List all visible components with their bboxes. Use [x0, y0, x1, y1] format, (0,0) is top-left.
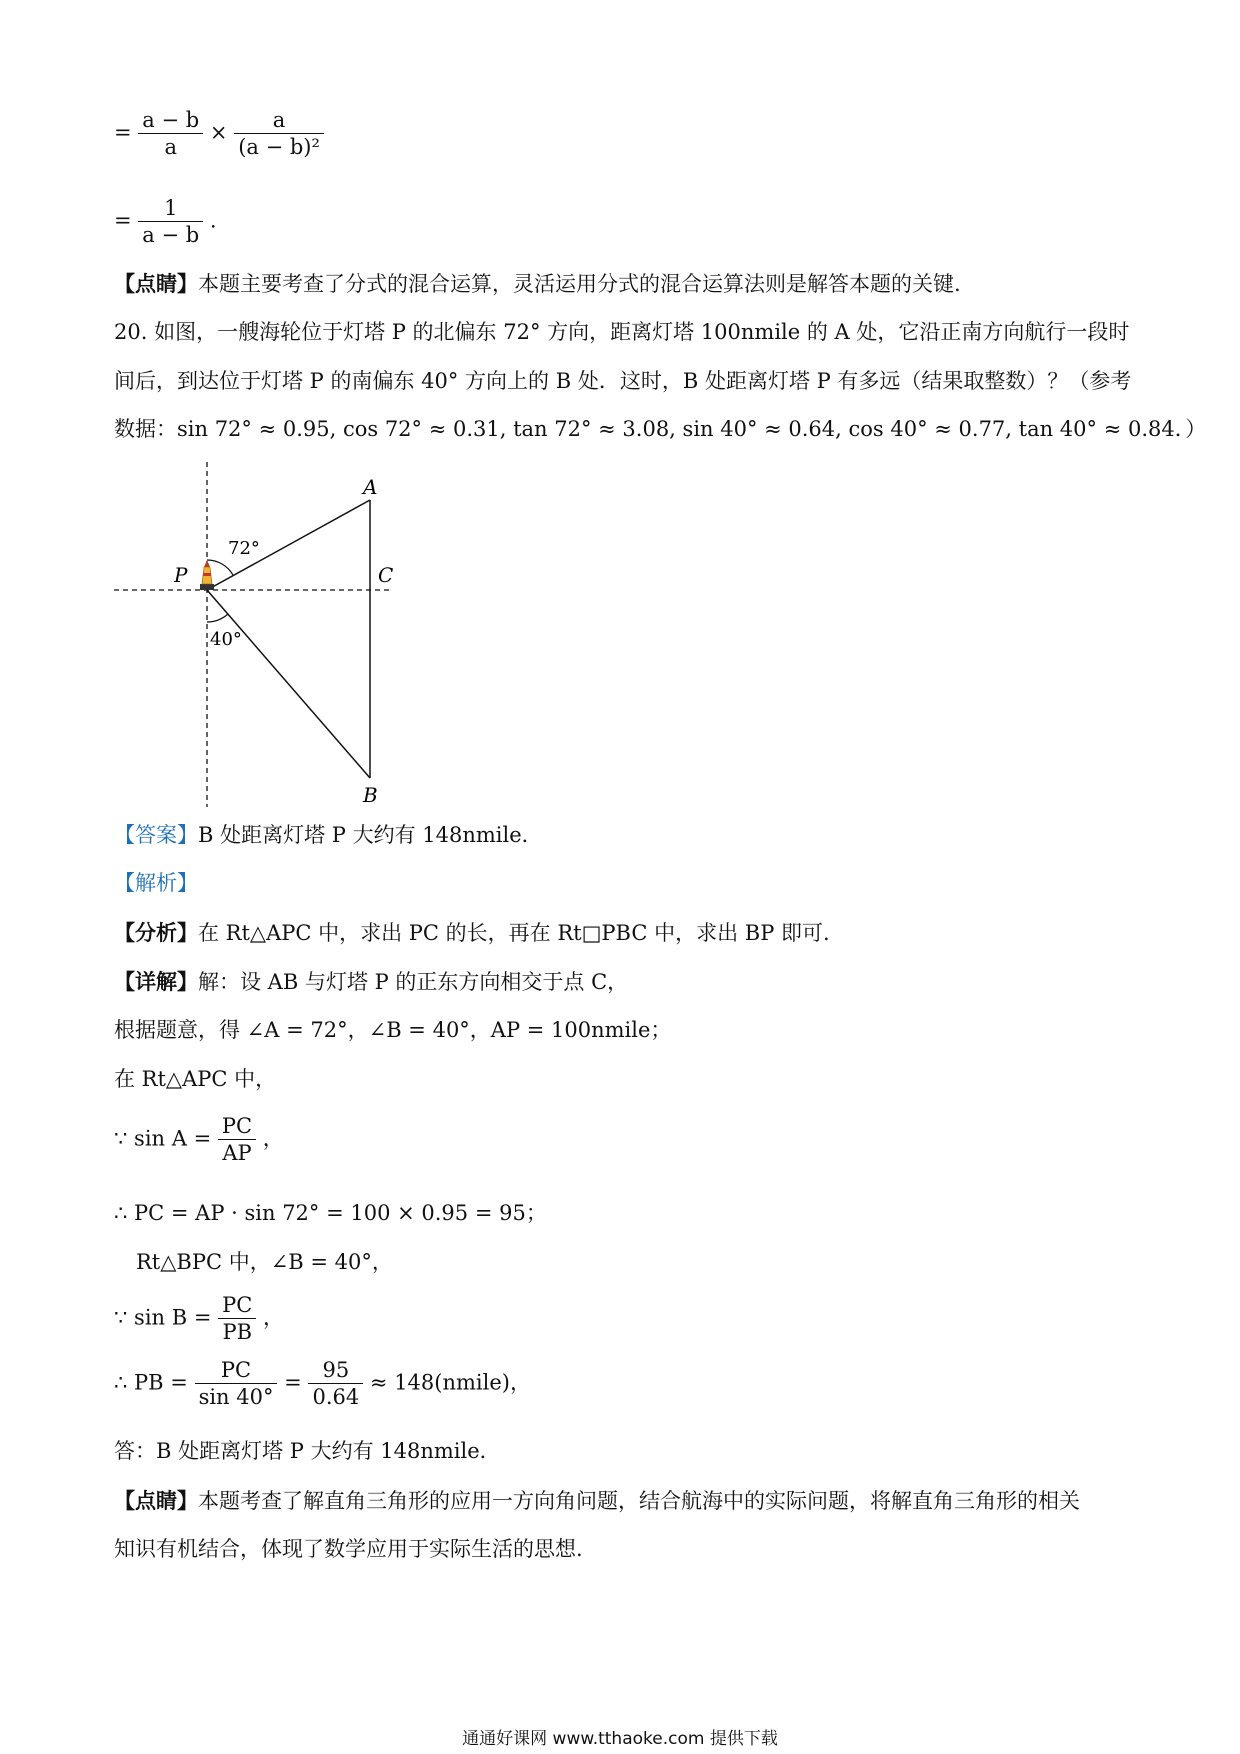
dianjing-1: 【点睛】本题主要考查了分式的混合运算，灵活运用分式的混合运算法则是解答本题的关键.: [114, 271, 961, 296]
times-sign: ×: [209, 120, 228, 145]
fenxi-line: 【分析】在 Rt△APC 中，求出 PC 的长，再在 Rt□PBC 中，求出 BP 即可.: [114, 920, 830, 945]
problem-line-2: 间后，到达位于灯塔 P 的南偏东 40° 方向上的 B 处．这时，B 处距离灯塔 P 有多远（结果取整数）？（参考: [114, 369, 1132, 393]
fraction: $\frac{PC}{\sin 40^\circ}$: [195, 1360, 278, 1408]
fraction: $\frac{95}{0.64}$: [308, 1360, 363, 1408]
fraction: $\frac{PC}{PB}$: [218, 1295, 256, 1343]
segment-PB: [207, 590, 370, 778]
dianjing-2-line-1: 【点睛】本题考查了解直角三角形的应用一方向角问题，结合航海中的实际问题，将解直角三角形的相关: [114, 1488, 1080, 1513]
solution-line-6: ∵ sin B = $\frac{PC}{PB}$ ，: [114, 1293, 285, 1344]
denominator: a − b: [142, 223, 200, 247]
solution-line-3: ∵ sin A = $\frac{PC}{AP}$ ，: [114, 1114, 284, 1165]
label-P: P: [174, 563, 188, 587]
tag-dianjing: 【点睛】: [114, 1488, 198, 1513]
fraction: [138, 110, 203, 158]
numerator: a − b: [138, 110, 203, 134]
tag-answer: 【答案】: [114, 823, 198, 847]
label-C: C: [378, 563, 394, 587]
xiangjie-line: 【详解】解：设 AB 与灯塔 P 的正东方向相交于点 C，: [114, 969, 629, 994]
denominator: a: [164, 135, 178, 159]
calc-line-1: = $\frac{a - b}{a}$ × $\frac{a}{\text{(a − b)²}}$: [114, 110, 324, 158]
angle-arc-40: [207, 614, 228, 622]
label-B: B: [363, 783, 378, 807]
geometry-figure: [100, 462, 420, 812]
page-footer: 通通好课网 www.tthaoke.com 提供下载: [462, 1729, 778, 1749]
numerator: 1: [138, 198, 203, 222]
numerator: a: [234, 110, 324, 134]
problem-line-1: 20. 如图，一艘海轮位于灯塔 P 的北偏东 72° 方向，距离灯塔 100nmile 的 A 处，它沿正南方向航行一段时: [114, 320, 1130, 344]
problem-line-3: 数据：sin 72° ≈ 0.95, cos 72° ≈ 0.31, tan 72° ≈ 3.08, sin 40° ≈ 0.64, cos 40° ≈ 0.77, tan 40° ≈ 0.84．）: [114, 417, 1207, 441]
fraction: [138, 198, 203, 246]
tag-xiangjie: 【详解】: [114, 969, 198, 994]
solution-line-1: 根据题意，得 ∠A = 72°，∠B = 40°，AP = 100nmile；: [114, 1018, 672, 1042]
answer-line: 【答案】B 处距离灯塔 P 大约有 148nmile．: [114, 823, 543, 847]
label-A: A: [363, 475, 378, 499]
dianjing-2-line-2: 知识有机结合，体现了数学应用于实际生活的思想.: [114, 1537, 583, 1561]
solution-line-8: 答：B 处距离灯塔 P 大约有 148nmile．: [114, 1439, 501, 1463]
solution-line-5: Rt△BPC 中，∠B = 40°，: [136, 1250, 393, 1274]
tag-fenxi: 【分析】: [114, 920, 198, 945]
solution-line-2: 在 Rt△APC 中，: [114, 1067, 277, 1091]
calc-line-2: = $\frac{1}{a - b}$ .: [114, 196, 217, 247]
fraction: $\frac{PC}{AP}$: [218, 1116, 256, 1164]
angle-label-40: 40°: [210, 629, 242, 650]
denominator: (a − b)²: [238, 135, 320, 159]
tag-dianjing: 【点睛】: [114, 271, 198, 296]
fraction: [234, 110, 324, 158]
solution-line-7: ∴ PB = $\frac{PC}{\sin 40^\circ}$ = $\frac{95}{0.64}$ ≈ 148(nmile)，: [114, 1358, 531, 1409]
angle-label-72: 72°: [228, 538, 260, 559]
lighthouse-icon: [200, 560, 214, 590]
analysis-tag: 【解析】: [114, 871, 198, 895]
solution-line-4: ∴ PC = AP · sin 72° = 100 × 0.95 = 95；: [114, 1201, 547, 1225]
